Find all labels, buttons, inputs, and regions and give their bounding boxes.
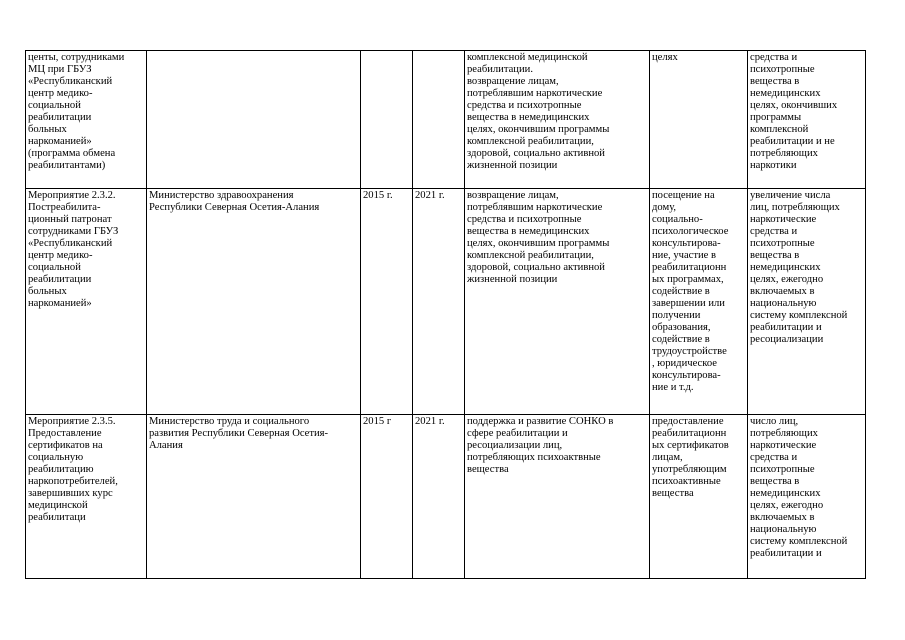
start-year-cell: 2015 г. (361, 189, 413, 415)
expected-result-cell: возвращение лицам, потреблявшим наркотические средства и психотропные вещества в немедицинских целях, окончившим программы комплексной реабилитации, здоровой, социально активной жизненной позиции (465, 189, 650, 415)
end-year-cell: 2021 г. (413, 415, 465, 579)
measure-name-cell: Мероприятие 2.3.5. Предоставление сертификатов на социальную реабилитацию наркопотребителей, завершивших курс медицинской реабилитаци (26, 415, 147, 579)
executor-cell: Министерство труда и социального развития Республики Северная Осетия- Алания (147, 415, 361, 579)
main-directions-cell: целях (650, 51, 748, 189)
indicator-link-cell: число лиц, потребляющих наркотические средства и психотропные вещества в немедицинских целях, ежегодно включаемых в национальную систему комплексной реабилитации и (748, 415, 866, 579)
table-row (26, 415, 866, 579)
measure-name-cell: центы, сотрудниками МЦ при ГБУЗ «Республиканский центр медико- социальной реабилитации больных наркоманией» (программа обмена реабилитантами) (26, 51, 147, 189)
program-measures-table (25, 50, 866, 579)
end-year-cell: 2021 г. (413, 189, 465, 415)
main-directions-cell: посещение на дому, социально- психологическое консультирова- ние, участие в реабилитационн ых программах, содействие в завершении или получении образования, содействие в трудоустройстве , юридическое консультирова- ние и т.д. (650, 189, 748, 415)
executor-cell (147, 51, 361, 189)
expected-result-cell: поддержка и развитие СОНКО в сфере реабилитации и ресоциализации лиц, потребляющих психоактвные вещества (465, 415, 650, 579)
table-row (26, 51, 866, 189)
main-directions-cell: предоставление реабилитационн ых сертификатов лицам, употребляющим психоактивные вещества (650, 415, 748, 579)
start-year-cell: 2015 г (361, 415, 413, 579)
executor-cell: Министерство здравоохранения Республики Северная Осетия-Алания (147, 189, 361, 415)
measure-name-cell: Мероприятие 2.3.2. Постреабилита- ционный патронат сотрудниками ГБУЗ «Республиканский центр медико- социальной реабилитации больных наркоманией» (26, 189, 147, 415)
indicator-link-cell: средства и психотропные вещества в немедицинских целях, окончивших программы комплексной реабилитации и не потребляющих наркотики (748, 51, 866, 189)
start-year-cell (361, 51, 413, 189)
end-year-cell (413, 51, 465, 189)
table-row (26, 189, 866, 415)
indicator-link-cell: увеличение числа лиц, потребляющих наркотические средства и психотропные вещества в немедицинских целях, ежегодно включаемых в национальную систему комплексной реабилитации и ресоциализации (748, 189, 866, 415)
expected-result-cell: комплексной медицинской реабилитации. возвращение лицам, потреблявшим наркотические средства и психотропные вещества в немедицинских целях, окончившим программы комплексной реабилитации, здоровой, социально активной жизненной позиции (465, 51, 650, 189)
